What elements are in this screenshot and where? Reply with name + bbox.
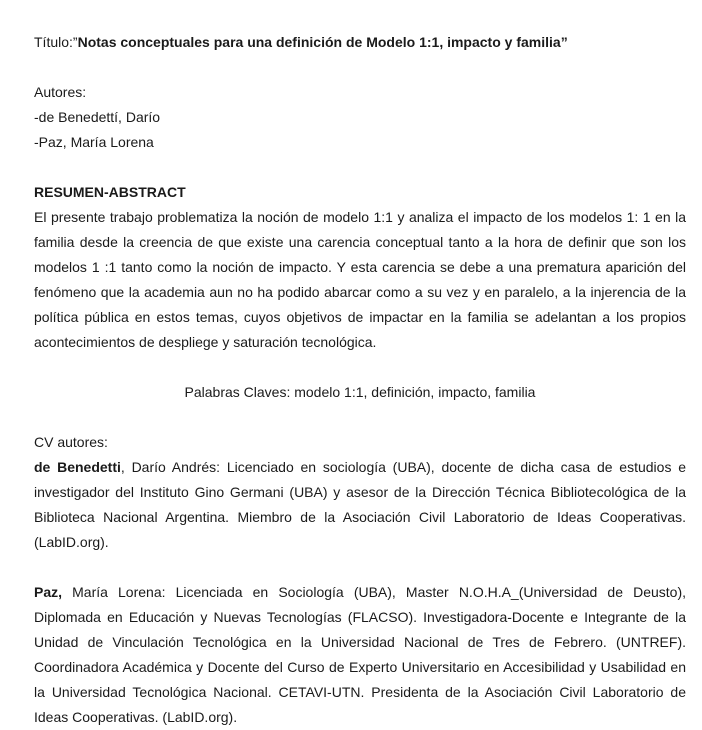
abstract-body: El presente trabajo problematiza la noción de modelo 1:1 y analiza el impacto de los modelos 1: 1 en la familia desde la creencia de que existe una carencia conceptual tanto a la hora de definir que son los modelos 1 :1 tanto como la noción de impacto. Y esta carencia se debe a una prematura aparición del fenómeno que la academia aun no ha podido abarcar como a su vez y en paralelo, a la injerencia de la política pública en estos temas, cuyos objetivos de impactar en la familia se adelantan a los propios acontecimientos de despliege y saturación tecnológica. <box>34 209 686 350</box>
cv-author-text: , Darío Andrés: Licenciado en sociología (UBA), docente de dicha casa de estudios e investigador del Instituto Gino Germani (UBA) y asesor de la Dirección Técnica Bibliotecológica de la Biblioteca Nacional Argentina. Miembro de la Asociación Civil Laboratorio de Ideas Cooperativas. (LabID.org). <box>34 459 687 550</box>
spacer <box>34 405 686 430</box>
title-text: Notas conceptuales para una definición de Modelo 1:1, impacto y familia” <box>77 34 568 50</box>
document-title <box>34 30 686 55</box>
keywords: Palabras Claves: modelo 1:1, definición, impacto, familia <box>184 384 536 400</box>
cv-entry-paz <box>34 580 686 730</box>
cv-heading: CV autores: <box>34 434 108 450</box>
spacer <box>34 55 686 80</box>
authors-heading: Autores: <box>34 84 87 100</box>
title-prefix: Título:” <box>34 34 78 50</box>
spacer <box>34 555 686 580</box>
cv-author-name: de Benedetti <box>34 459 121 475</box>
spacer <box>34 155 686 180</box>
cv-author-text: María Lorena: Licenciada en Sociología (UBA), Master N.O.H.A_(Universidad de Deusto), Diplomada en Educación y Nuevas Tecnologías (FLACSO). Investigadora-Docente e Integrante de la Unidad de Vinculación Tecnológica en la Universidad Nacional de Tres de Febrero. (UNTREF). Coordinadora Académica y Docente del Curso de Experto Universitario en Accesibilidad y Usabilidad en la Universidad Tecnológica Nacional. CETAVI-UTN. Presidenta de la Asociación Civil Laboratorio de Ideas Cooperativas. (LabID.org). <box>34 584 686 725</box>
spacer <box>34 355 686 380</box>
author-item: -de Benedettí, Darío <box>34 109 161 125</box>
author-item: -Paz, María Lorena <box>34 134 154 150</box>
abstract-heading: RESUMEN-ABSTRACT <box>34 184 186 200</box>
cv-author-name: Paz, <box>34 584 63 600</box>
cv-entry-de-benedetti <box>34 455 686 555</box>
document-page <box>34 30 686 730</box>
